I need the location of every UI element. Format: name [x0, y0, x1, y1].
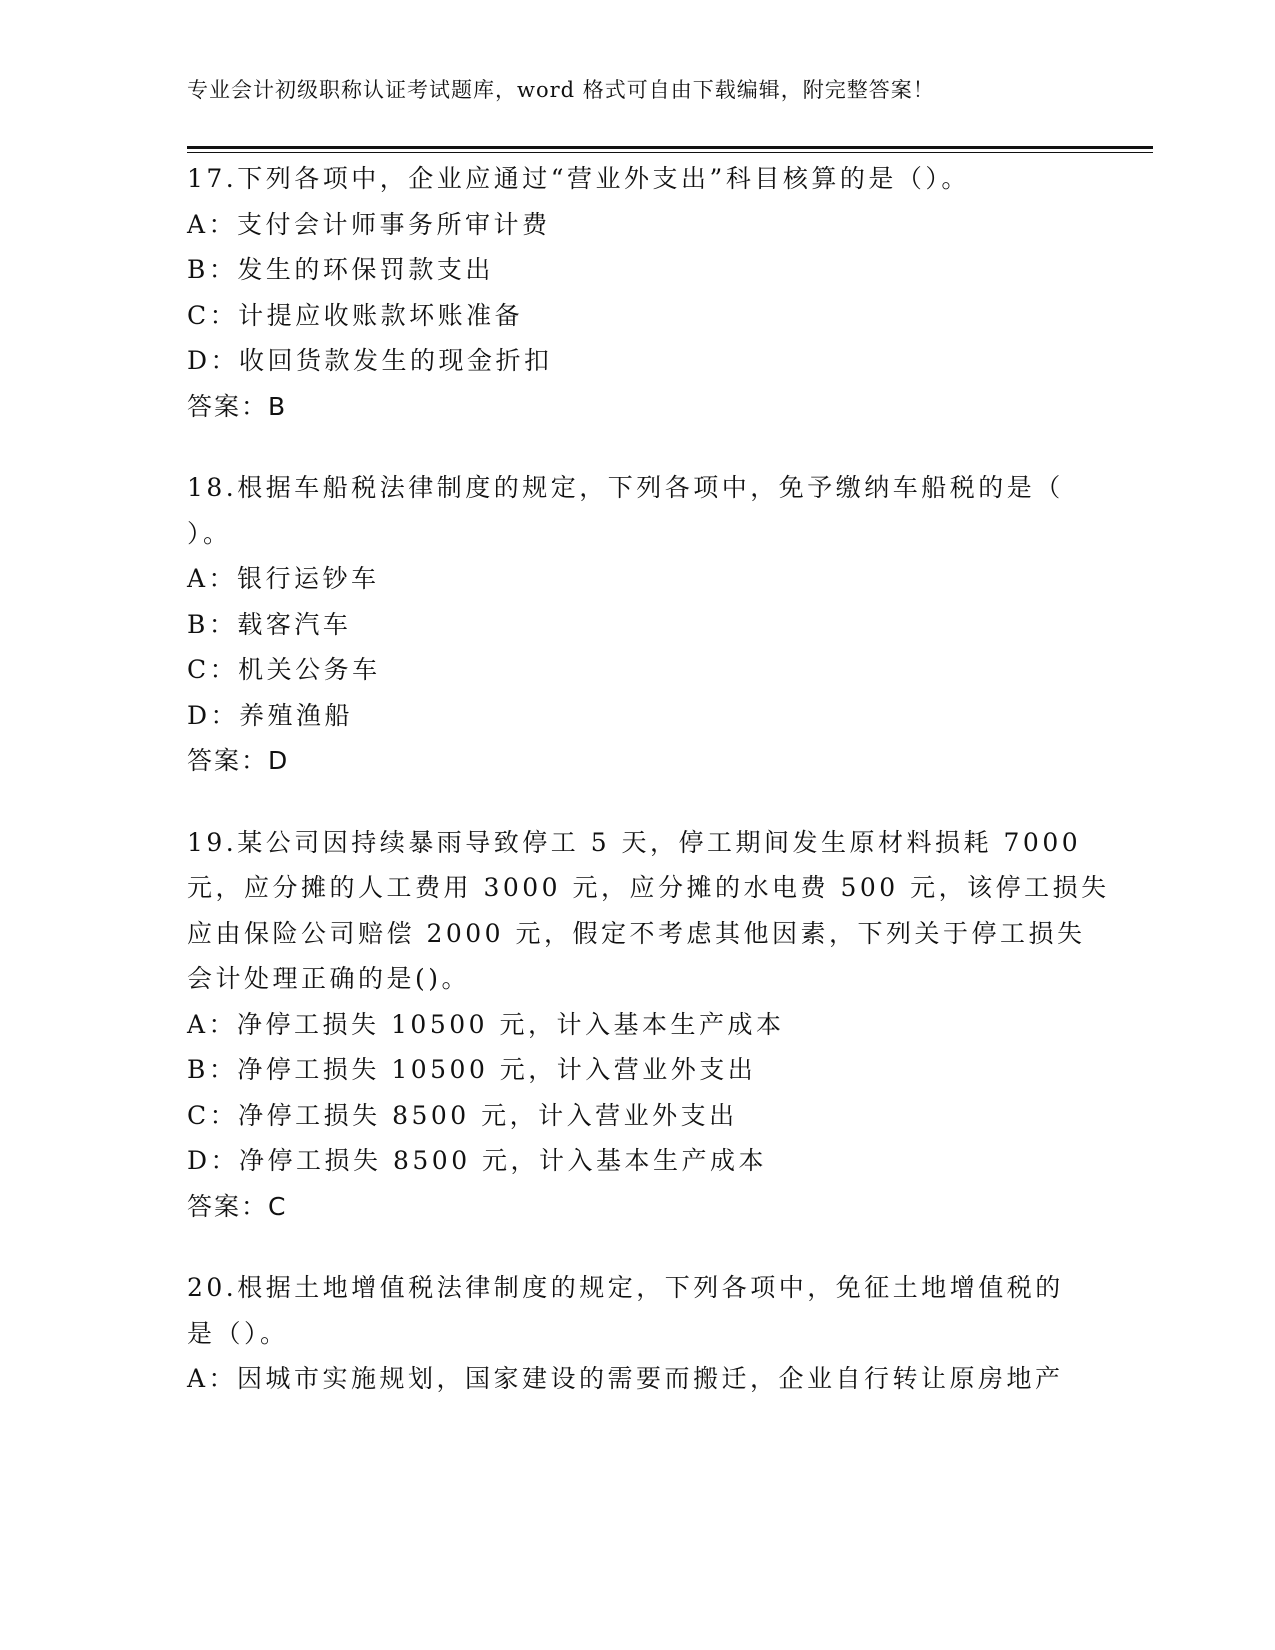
question-text	[187, 465, 1087, 556]
question-text-line: 18.根据车船税法律制度的规定，下列各项中，免予缴纳车船税的是（	[187, 473, 1064, 502]
option-a: A：因城市实施规划，国家建设的需要而搬迁，企业自行转让原房地产	[187, 1364, 1064, 1393]
option-d: D：养殖渔船	[187, 700, 354, 730]
option-a: A：净停工损失 10500 元，计入基本生产成本	[187, 1009, 785, 1039]
question-text-line: 19.某公司因持续暴雨导致停工 5 天，停工期间发生原材料损耗 7000	[187, 827, 1082, 857]
option-a: A：支付会计师事务所审计费	[187, 209, 551, 239]
question-text	[187, 1265, 1087, 1356]
question-text-line: 元，应分摊的人工费用 3000 元，应分摊的水电费 500 元，该停工损失	[187, 873, 1110, 902]
question-20	[187, 1265, 1087, 1402]
question-list	[187, 156, 1110, 1438]
question-text-line: 17.下列各项中，企业应通过“营业外支出”科目核算的是（）。	[187, 164, 970, 193]
option-b: B：载客汽车	[187, 609, 352, 639]
page-header: 专业会计初级职称认证考试题库，word 格式可自由下载编辑，附完整答案！	[187, 78, 935, 102]
question-text	[187, 820, 1110, 1002]
question-19	[187, 820, 1110, 1230]
question-text-line: 20.根据土地增值税法律制度的规定，下列各项中，免征土地增值税的	[187, 1273, 1064, 1302]
option-a: A：银行运钞车	[187, 564, 380, 593]
answer: 答案：C	[187, 1191, 288, 1221]
option-c: C：机关公务车	[187, 655, 381, 684]
question-text-line: 是（）。	[187, 1318, 289, 1348]
question-17	[187, 156, 1087, 429]
option-d: D：净停工损失 8500 元，计入基本生产成本	[187, 1146, 768, 1175]
option-b: B：发生的环保罚款支出	[187, 255, 494, 284]
answer: 答案：B	[187, 391, 288, 421]
option-c: C：净停工损失 8500 元，计入营业外支出	[187, 1100, 738, 1130]
option-c: C：计提应收账款坏账准备	[187, 300, 524, 330]
answer: 答案：D	[187, 746, 290, 775]
question-text-line: 会计处理正确的是()。	[187, 964, 471, 993]
header-rule-thick	[187, 146, 1153, 149]
question-text-line: 应由保险公司赔偿 2000 元，假定不考虑其他因素，下列关于停工损失	[187, 918, 1086, 948]
option-d: D：收回货款发生的现金折扣	[187, 346, 553, 375]
question-text-line: ）。	[187, 518, 232, 548]
question-18	[187, 465, 1087, 784]
option-b: B：净停工损失 10500 元，计入营业外支出	[187, 1055, 757, 1084]
header-rule-thin	[187, 152, 1153, 153]
question-text	[187, 156, 1087, 202]
